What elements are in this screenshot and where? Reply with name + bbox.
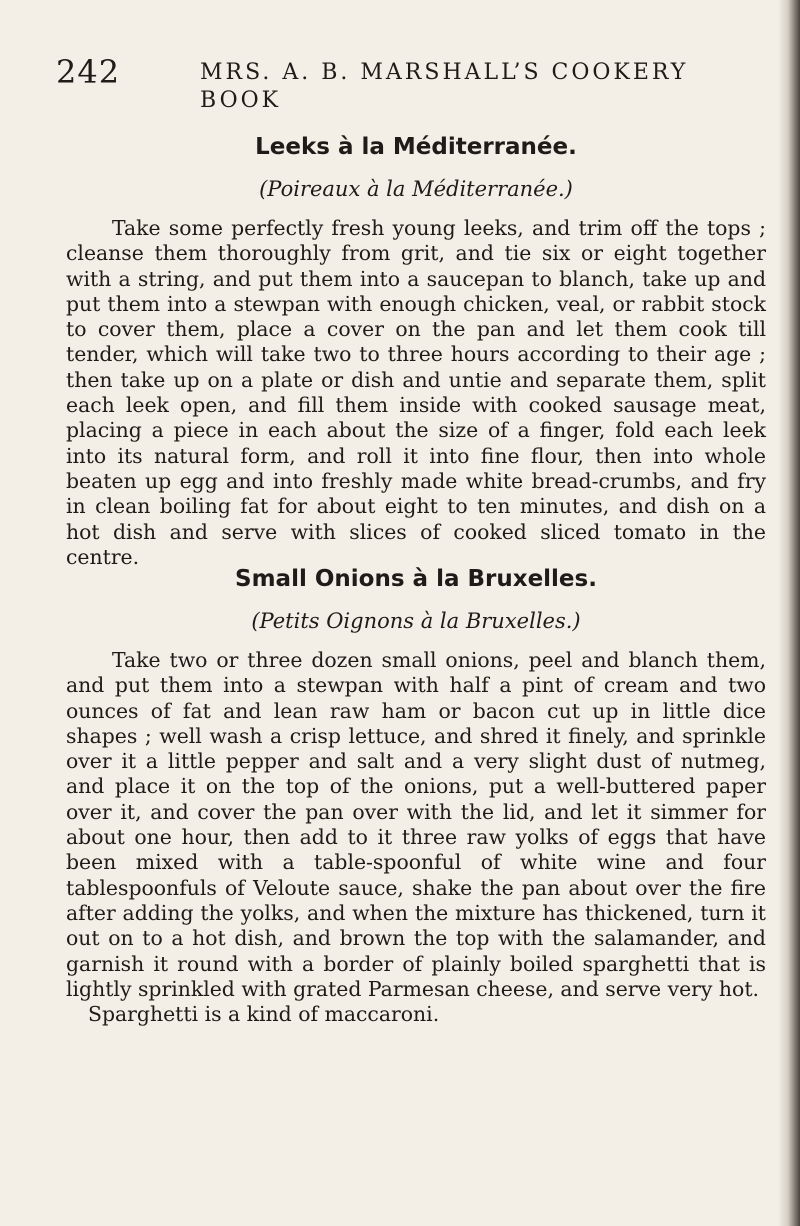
page-number: 242 [56,53,121,91]
recipe-title: Small Onions à la Bruxelles. [235,566,597,592]
recipe-body: Take two or three dozen small onions, peel and blanch them, and put them into a stewpan with half a pint of cream and two ounces of fat and lean raw ham or bacon cut up in little dice shapes ; well wash a crisp lettuce, and shred it finely, and sprinkle over it a little pepper and salt and a very slight dust of nutmeg, and place it on the top of the onions, put a well-buttered paper over it, and cover the pan over with the lid, and let it simmer for about one hour, then add to it three raw yolks of eggs that have been mixed with a table-spoonful of white wine and four tablespoonfuls of Veloute sauce, shake the pan about over the fire after adding the yolks, and when the mixture has thickened, turn it out on to a hot dish, and brown the top with the salamander, and garnish it round with a border of plainly boiled sparghetti that is lightly sprinkled with grated Parmesan cheese, and serve very hot. [66,648,766,1001]
recipe-body: Take some perfectly fresh young leeks, and trim off the tops ; cleanse them thoroughly from grit, and tie six or eight together with a string, and put them into a saucepan to blanch, take up and put them into a stewpan with enough chicken, veal, or rabbit stock to cover them, place a cover on the pan and let them cook till tender, which will take two to three hours according to their age ; then take up on a plate or dish and untie and separate them, split each leek open, and fill them inside with cooked sausage meat, placing a piece in each about the size of a finger, fold each leek into its natural form, and roll it into fine flour, then into whole beaten up egg and into freshly made white bread-crumbs, and fry in clean boiling fat for about eight to ten minutes, and dish on a hot dish and serve with slices of cooked sliced tomato in the centre. [66,216,766,569]
recipe-subtitle: (Petits Oignons à la Bruxelles.) [251,609,581,633]
recipe-note: Sparghetti is a kind of maccaroni. [88,1002,440,1027]
recipe-title: Leeks à la Méditerranée. [255,134,577,160]
recipe-subtitle: (Poireaux à la Méditerranée.) [259,177,573,201]
running-head: MRS. A. B. MARSHALL’S COOKERY BOOK [200,60,689,113]
page-edge-shadow [778,0,800,1226]
recipe-leeks [66,132,766,570]
recipe-onions [66,564,766,1027]
page-header [56,52,756,113]
